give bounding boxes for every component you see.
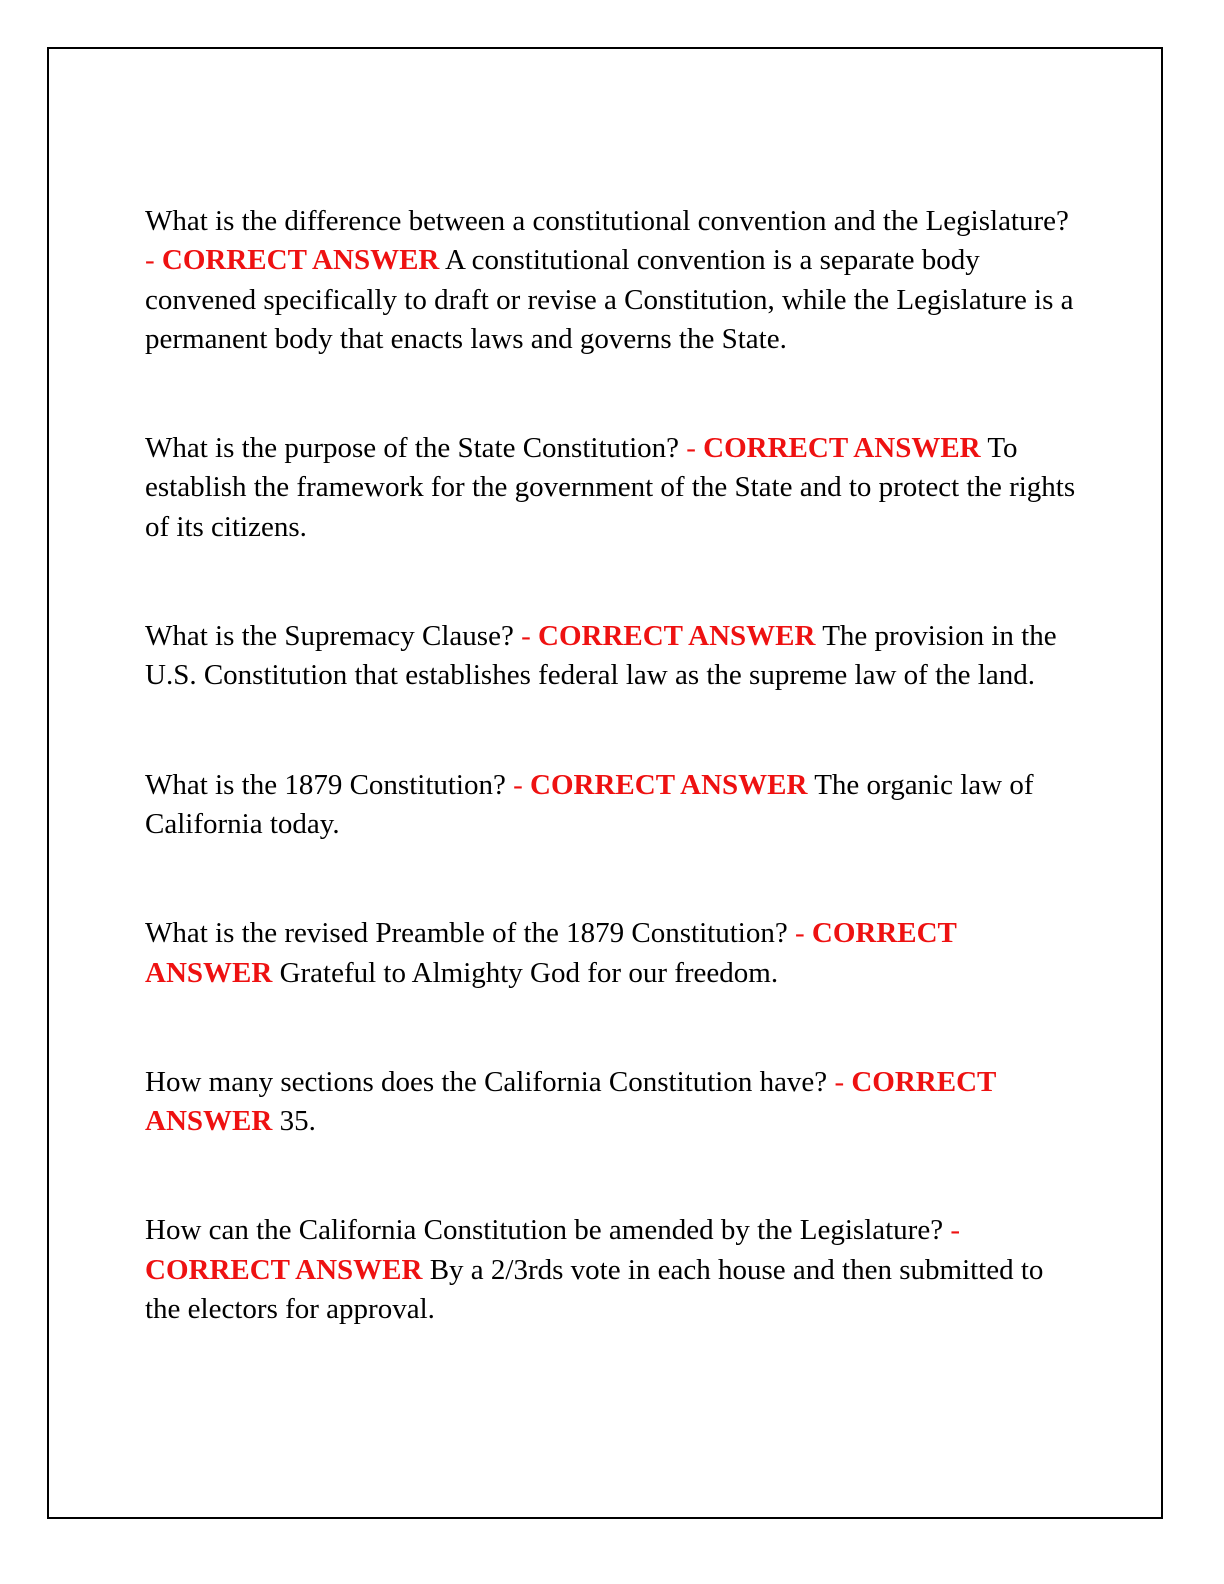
answer-text: A constitutional convention is a separate body convened specifically to draft or revise a Constitution, while the Legislature is a permanent body that enacts laws and governs the State. [145, 244, 1074, 355]
answer-separator: - [145, 244, 155, 277]
answer-separator: - [513, 768, 523, 801]
answer-text: 35. [279, 1105, 316, 1138]
qa-item [145, 429, 1080, 547]
correct-answer-label: CORRECT ANSWER [145, 1253, 423, 1286]
correct-answer-label: CORRECT ANSWER [161, 244, 440, 277]
question-text: What is the 1879 Constitution? [145, 768, 506, 801]
question-text: How can the California Constitution be amended by the Legislature? [145, 1214, 944, 1247]
qa-item [145, 202, 1080, 359]
correct-answer-label: CORRECT ANSWER [145, 1065, 996, 1138]
question-text: What is the Supremacy Clause? [145, 620, 514, 653]
answer-separator: - [950, 1214, 961, 1247]
answer-separator: - [794, 917, 805, 950]
qa-item [145, 766, 1080, 845]
correct-answer-label: CORRECT ANSWER [703, 432, 981, 465]
answer-text: The provision in the U.S. Constitution that establishes federal law as the supreme law of the land. [145, 620, 1057, 692]
correct-answer-label: CORRECT ANSWER [145, 917, 957, 989]
question-text: How many sections does the California Constitution have? [145, 1065, 828, 1098]
qa-item [145, 914, 1080, 993]
question-text: What is the revised Preamble of the 1879 Constitution? [145, 917, 788, 950]
qa-item [145, 617, 1080, 696]
qa-item [145, 1211, 1080, 1329]
answer-text: To establish the framework for the government of the State and to protect the rights of its citizens. [145, 432, 1076, 543]
qa-item [145, 1063, 1080, 1142]
page-frame [47, 47, 1163, 1519]
answer-text: The organic law of California today. [145, 768, 1034, 840]
correct-answer-label: CORRECT ANSWER [530, 768, 808, 801]
answer-separator: - [834, 1065, 845, 1098]
answer-text: Grateful to Almighty God for our freedom. [279, 956, 779, 989]
answer-separator: - [521, 620, 531, 653]
answer-text: By a 2/3rds vote in each house and then submitted to the electors for approval. [145, 1253, 1044, 1326]
answer-separator: - [686, 432, 696, 465]
qa-list [145, 202, 1080, 1399]
question-text: What is the purpose of the State Constitution? [145, 432, 679, 465]
correct-answer-label: CORRECT ANSWER [538, 620, 816, 653]
question-text: What is the difference between a constitutional convention and the Legislature? [145, 205, 1069, 237]
